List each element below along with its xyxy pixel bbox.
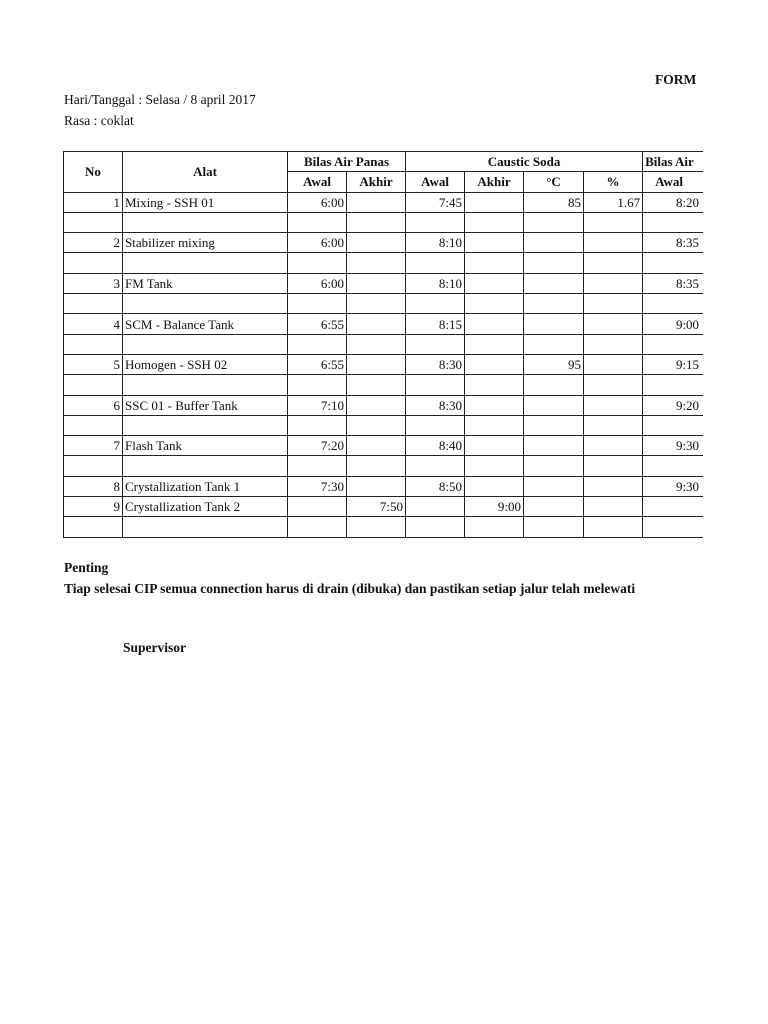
header-no: No <box>64 152 123 193</box>
cell-cs-akhir <box>465 354 524 374</box>
cell-no: 8 <box>64 476 123 496</box>
cell-percent <box>584 415 643 435</box>
cell-ap-akhir <box>347 334 406 354</box>
cell-no <box>64 375 123 395</box>
cell-cs-awal: 8:30 <box>406 354 465 374</box>
notes-label: Penting <box>64 560 109 575</box>
cell-percent <box>584 497 643 517</box>
cell-cs-awal <box>406 334 465 354</box>
cell-celsius <box>524 314 584 334</box>
cell-celsius <box>524 233 584 253</box>
cell-alat: Crystallization Tank 1 <box>123 476 288 496</box>
table-row <box>64 436 704 456</box>
table-row <box>64 273 704 293</box>
cell-ap-awal: 6:55 <box>288 314 347 334</box>
cell-percent <box>584 456 643 476</box>
header-ap-akhir: Akhir <box>347 172 406 192</box>
cell-b-awal: 9:30 <box>643 436 703 456</box>
cell-ap-akhir <box>347 375 406 395</box>
cell-cs-awal: 8:30 <box>406 395 465 415</box>
cell-cs-akhir <box>465 456 524 476</box>
cell-b-awal <box>643 497 703 517</box>
header-ap-awal: Awal <box>288 172 347 192</box>
cell-ap-awal <box>288 456 347 476</box>
cell-cs-akhir <box>465 212 524 232</box>
cell-ap-akhir <box>347 212 406 232</box>
cell-ap-awal <box>288 375 347 395</box>
table-row <box>64 476 704 496</box>
cell-cs-akhir <box>465 192 524 212</box>
cell-cs-akhir <box>465 375 524 395</box>
cell-alat <box>123 415 288 435</box>
cell-celsius <box>524 273 584 293</box>
header-percent: % <box>584 172 643 192</box>
cell-b-awal: 9:20 <box>643 395 703 415</box>
cell-no <box>64 212 123 232</box>
form-title: FORM <box>655 72 697 87</box>
cell-alat: Stabilizer mixing <box>123 233 288 253</box>
cell-celsius <box>524 334 584 354</box>
cell-cs-akhir <box>465 253 524 273</box>
cell-ap-akhir <box>347 314 406 334</box>
header-row-1 <box>64 152 704 172</box>
cell-ap-awal <box>288 253 347 273</box>
cell-percent <box>584 476 643 496</box>
cell-celsius <box>524 294 584 314</box>
cell-celsius <box>524 436 584 456</box>
cell-ap-akhir <box>347 294 406 314</box>
cell-ap-awal: 6:00 <box>288 233 347 253</box>
table-row <box>64 415 704 435</box>
cell-no: 9 <box>64 497 123 517</box>
cell-cs-awal: 8:10 <box>406 233 465 253</box>
table-row <box>64 294 704 314</box>
cell-alat: FM Tank <box>123 273 288 293</box>
cell-ap-akhir <box>347 233 406 253</box>
cell-cs-awal: 8:40 <box>406 436 465 456</box>
cell-cs-awal <box>406 415 465 435</box>
cell-cs-awal <box>406 253 465 273</box>
cell-ap-akhir <box>347 456 406 476</box>
cell-b-awal <box>643 334 703 354</box>
cell-cs-akhir <box>465 476 524 496</box>
cell-cs-akhir <box>465 436 524 456</box>
cell-cs-awal: 8:50 <box>406 476 465 496</box>
cell-percent <box>584 212 643 232</box>
cell-percent: 1.67 <box>584 192 643 212</box>
cell-alat <box>123 456 288 476</box>
cell-b-awal <box>643 375 703 395</box>
table-row <box>64 517 704 537</box>
cell-alat <box>123 375 288 395</box>
cell-alat <box>123 334 288 354</box>
cell-ap-awal <box>288 415 347 435</box>
cip-table <box>63 151 703 538</box>
cell-no: 4 <box>64 314 123 334</box>
header-caustic-soda: Caustic Soda <box>406 152 643 172</box>
cell-cs-akhir <box>465 233 524 253</box>
notes-text: Tiap selesai CIP semua connection harus di drain (dibuka) dan pastikan setiap jalur telah melewati <box>64 581 636 596</box>
cell-ap-akhir <box>347 476 406 496</box>
cell-cs-awal <box>406 517 465 537</box>
cell-b-awal: 8:20 <box>643 192 703 212</box>
cell-ap-awal: 7:20 <box>288 436 347 456</box>
cell-percent <box>584 436 643 456</box>
rasa-line: Rasa : coklat <box>64 113 134 128</box>
cip-table-container <box>63 151 703 541</box>
cell-cs-akhir <box>465 395 524 415</box>
cell-percent <box>584 517 643 537</box>
cell-cs-akhir <box>465 314 524 334</box>
cell-b-awal <box>643 415 703 435</box>
cell-no <box>64 456 123 476</box>
cell-percent <box>584 253 643 273</box>
cell-b-awal <box>643 294 703 314</box>
cell-ap-akhir: 7:50 <box>347 497 406 517</box>
cell-no <box>64 517 123 537</box>
header-alat: Alat <box>123 152 288 193</box>
cell-cs-awal <box>406 497 465 517</box>
header-bilas-air: Bilas Air <box>643 152 703 172</box>
cell-ap-awal: 6:00 <box>288 273 347 293</box>
cell-no: 1 <box>64 192 123 212</box>
cell-percent <box>584 334 643 354</box>
cell-celsius <box>524 415 584 435</box>
cell-ap-akhir <box>347 354 406 374</box>
cell-celsius: 95 <box>524 354 584 374</box>
cell-cs-awal <box>406 294 465 314</box>
cell-b-awal: 9:00 <box>643 314 703 334</box>
cell-percent <box>584 294 643 314</box>
cell-ap-awal: 7:30 <box>288 476 347 496</box>
cell-celsius: 85 <box>524 192 584 212</box>
cell-no <box>64 334 123 354</box>
date-line: Hari/Tanggal : Selasa / 8 april 2017 <box>64 92 256 107</box>
cell-b-awal <box>643 212 703 232</box>
table-row <box>64 395 704 415</box>
table-row <box>64 253 704 273</box>
table-row <box>64 456 704 476</box>
cell-ap-awal <box>288 212 347 232</box>
cell-alat: Mixing - SSH 01 <box>123 192 288 212</box>
cell-cs-akhir <box>465 334 524 354</box>
cell-celsius <box>524 395 584 415</box>
cell-ap-akhir <box>347 395 406 415</box>
cell-alat <box>123 517 288 537</box>
cell-alat: Homogen - SSH 02 <box>123 354 288 374</box>
cell-ap-awal: 6:00 <box>288 192 347 212</box>
cell-cs-awal <box>406 212 465 232</box>
cell-ap-awal <box>288 497 347 517</box>
cell-celsius <box>524 497 584 517</box>
header-cs-awal: Awal <box>406 172 465 192</box>
cell-cs-akhir <box>465 517 524 537</box>
cell-alat: Crystallization Tank 2 <box>123 497 288 517</box>
cell-no: 7 <box>64 436 123 456</box>
cell-b-awal <box>643 253 703 273</box>
cell-cs-akhir <box>465 294 524 314</box>
cell-b-awal: 9:15 <box>643 354 703 374</box>
cell-b-awal: 8:35 <box>643 273 703 293</box>
table-row <box>64 314 704 334</box>
cell-cs-awal <box>406 375 465 395</box>
cell-percent <box>584 273 643 293</box>
cell-ap-awal: 7:10 <box>288 395 347 415</box>
cell-celsius <box>524 375 584 395</box>
cell-percent <box>584 314 643 334</box>
cell-b-awal <box>643 456 703 476</box>
header-celsius: °C <box>524 172 584 192</box>
cell-ap-awal: 6:55 <box>288 354 347 374</box>
cell-cs-awal: 7:45 <box>406 192 465 212</box>
table-row <box>64 212 704 232</box>
cell-cs-akhir <box>465 273 524 293</box>
cell-ap-akhir <box>347 253 406 273</box>
cell-percent <box>584 395 643 415</box>
cell-ap-awal <box>288 294 347 314</box>
cell-percent <box>584 233 643 253</box>
header-bilas-air-panas: Bilas Air Panas <box>288 152 406 172</box>
cell-percent <box>584 375 643 395</box>
cell-b-awal <box>643 517 703 537</box>
cell-b-awal: 9:30 <box>643 476 703 496</box>
cell-ap-akhir <box>347 415 406 435</box>
header-cs-akhir: Akhir <box>465 172 524 192</box>
cell-no: 3 <box>64 273 123 293</box>
cell-ap-akhir <box>347 273 406 293</box>
cell-ap-awal <box>288 334 347 354</box>
cell-cs-akhir <box>465 415 524 435</box>
cell-alat <box>123 253 288 273</box>
cell-percent <box>584 354 643 374</box>
cell-b-awal: 8:35 <box>643 233 703 253</box>
cell-cs-awal: 8:15 <box>406 314 465 334</box>
table-row <box>64 497 704 517</box>
cell-cs-awal <box>406 456 465 476</box>
cell-ap-akhir <box>347 517 406 537</box>
cell-alat <box>123 294 288 314</box>
cell-alat: Flash Tank <box>123 436 288 456</box>
table-row <box>64 375 704 395</box>
supervisor-label: Supervisor <box>123 640 187 655</box>
cell-ap-akhir <box>347 436 406 456</box>
cell-alat <box>123 212 288 232</box>
cell-no: 5 <box>64 354 123 374</box>
table-row <box>64 334 704 354</box>
table-row <box>64 233 704 253</box>
cell-celsius <box>524 253 584 273</box>
table-row <box>64 192 704 212</box>
cell-celsius <box>524 517 584 537</box>
cell-alat: SSC 01 - Buffer Tank <box>123 395 288 415</box>
cell-celsius <box>524 476 584 496</box>
cell-celsius <box>524 212 584 232</box>
cell-alat: SCM - Balance Tank <box>123 314 288 334</box>
cell-cs-akhir: 9:00 <box>465 497 524 517</box>
cell-no <box>64 253 123 273</box>
table-row <box>64 354 704 374</box>
cell-ap-akhir <box>347 192 406 212</box>
cell-celsius <box>524 456 584 476</box>
cell-no: 6 <box>64 395 123 415</box>
cell-no: 2 <box>64 233 123 253</box>
cell-ap-awal <box>288 517 347 537</box>
cell-cs-awal: 8:10 <box>406 273 465 293</box>
header-b-awal: Awal <box>643 172 703 192</box>
cell-no <box>64 294 123 314</box>
cell-no <box>64 415 123 435</box>
